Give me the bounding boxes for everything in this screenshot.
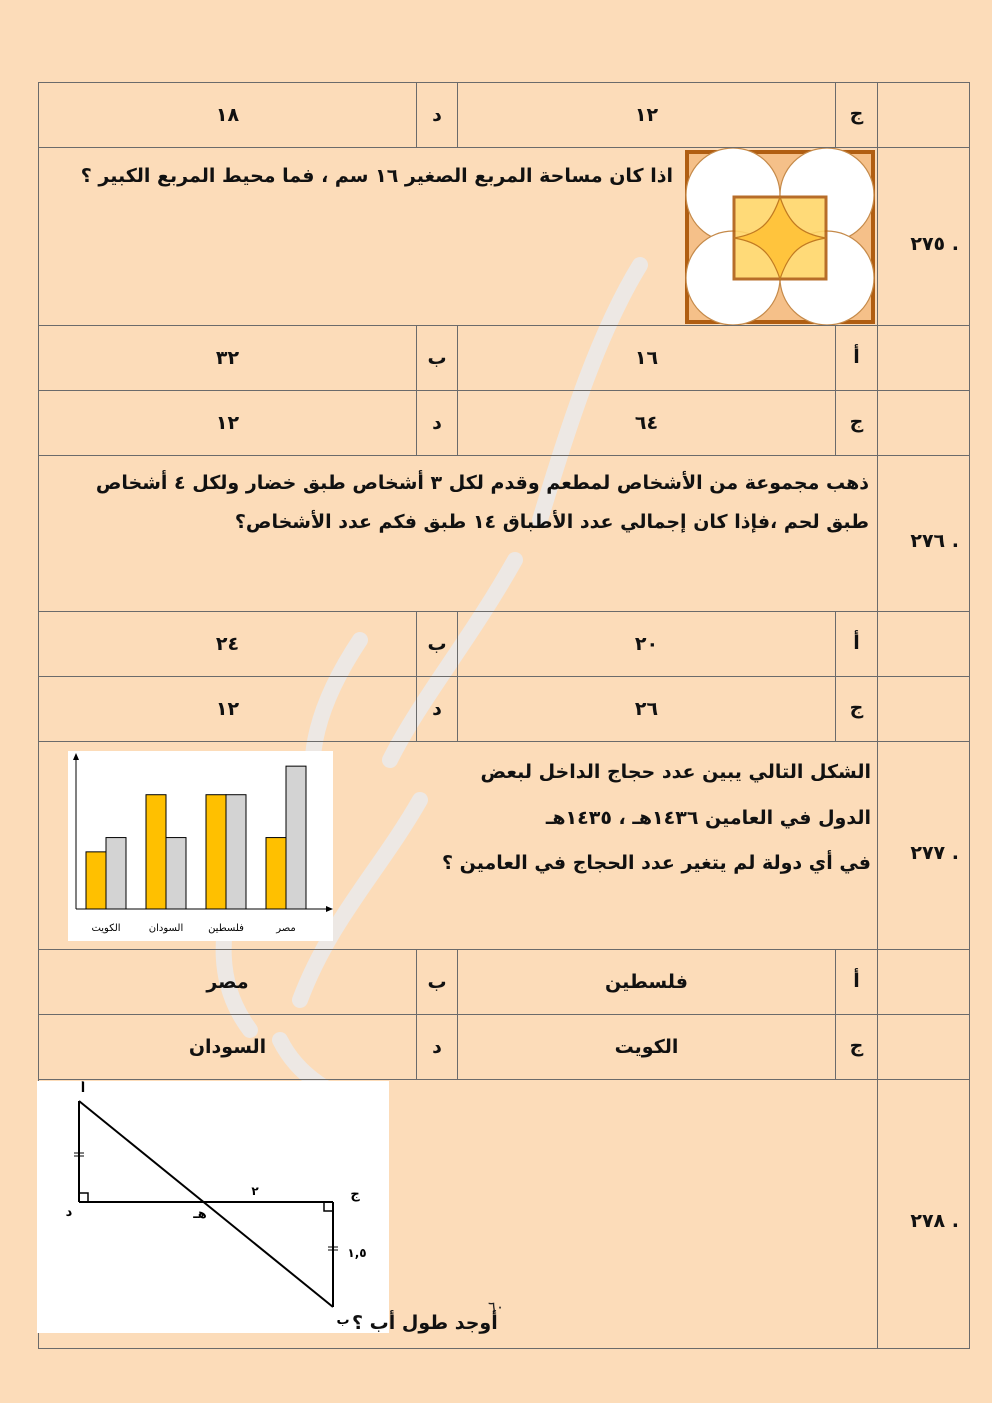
option-row [39, 677, 970, 742]
questions-table [38, 82, 970, 1349]
question-text: اذا كان مساحة المربع الصغير ١٦ سم ، فما محيط المربع الكبير ؟ [80, 165, 673, 187]
vertex-label-d: د [65, 1205, 73, 1220]
option-value: ٢٠ [458, 612, 836, 677]
question-number: . ٢٧٨ [878, 1080, 970, 1349]
option-letter: ج [836, 677, 878, 742]
pilgrims-bar-chart [68, 751, 333, 941]
question-number: . ٢٧٥ [878, 148, 970, 326]
question-text: أوجد طول أب ؟ [352, 1312, 498, 1334]
vertex-label-b: ب [336, 1313, 350, 1328]
option-letter: أ [836, 326, 878, 391]
option-value: ١٢ [458, 83, 836, 148]
option-row [39, 950, 970, 1015]
option-row [39, 326, 970, 391]
option-letter: د [417, 1015, 458, 1080]
option-letter: ب [417, 326, 458, 391]
option-row-top [39, 83, 970, 148]
option-value: فلسطين [458, 950, 836, 1015]
option-letter: د [417, 391, 458, 456]
option-row [39, 391, 970, 456]
question-number: . ٢٧٦ [878, 456, 970, 612]
bar-gray-2 [226, 795, 246, 909]
option-value: ١٢ [39, 677, 417, 742]
option-value: ١٨ [39, 83, 417, 148]
bar-orange-1 [146, 795, 166, 909]
question-text: ذهب مجموعة من الأشخاص لمطعم وقدم لكل ٣ أشخاص طبق خضار ولكل ٤ أشخاص طبق لحم ،فإذا كان إجمالي عدد الأطباق ١٤ طبق فكم عدد الأشخاص؟ [95, 472, 869, 533]
bar-gray-0 [106, 838, 126, 909]
length-label-jh: ٢ [251, 1184, 259, 1198]
option-row [39, 612, 970, 677]
option-value: ٢٤ [39, 612, 417, 677]
question-text-line: في أي دولة لم يتغير عدد الحجاج في العامين ؟ [442, 852, 871, 875]
squares-circles-figure [681, 148, 877, 325]
x-axis-arrow-icon [326, 906, 333, 912]
option-value: ١٦ [458, 326, 836, 391]
option-value: الكويت [458, 1015, 836, 1080]
option-value: ٦٤ [458, 391, 836, 456]
option-value: ١٢ [39, 391, 417, 456]
question-text-line: الدول في العامين ١٤٣٦هـ ، ١٤٣٥هـ [545, 806, 871, 829]
vertex-label-j: ج [350, 1187, 360, 1202]
bar-orange-2 [206, 795, 226, 909]
option-letter: أ [836, 950, 878, 1015]
bar-orange-3 [266, 838, 286, 909]
bar-gray-3 [286, 766, 306, 909]
option-letter: ب [417, 950, 458, 1015]
vertex-label-a: أ [80, 1081, 86, 1096]
option-letter: أ [836, 612, 878, 677]
bar-orange-0 [86, 852, 106, 909]
option-value: مصر [39, 950, 417, 1015]
option-row [39, 1015, 970, 1080]
vertex-label-h: هـ [193, 1207, 207, 1222]
option-letter: ب [417, 612, 458, 677]
option-letter: د [417, 677, 458, 742]
question-276-row [39, 456, 970, 612]
option-letter: ج [836, 83, 878, 148]
option-value: ٢٦ [458, 677, 836, 742]
page-number: ٦٠ [487, 1298, 505, 1316]
option-letter: د [417, 83, 458, 148]
length-label-jb: ١,٥ [347, 1246, 367, 1260]
bar-gray-1 [166, 838, 186, 909]
x-tick-label: الكويت [91, 923, 121, 934]
question-277-row [39, 742, 970, 950]
triangles-figure [37, 1081, 389, 1333]
x-tick-label: مصر [276, 923, 296, 934]
x-tick-label: فلسطين [208, 923, 244, 934]
question-275-row [39, 148, 970, 326]
option-value: السودان [39, 1015, 417, 1080]
option-value: ٣٢ [39, 326, 417, 391]
y-axis-arrow-icon [73, 753, 79, 760]
question-number: . ٢٧٧ [878, 742, 970, 950]
option-letter: ج [836, 1015, 878, 1080]
question-text-line: الشكل التالي يبين عدد حجاج الداخل لبعض [480, 761, 871, 783]
option-letter: ج [836, 391, 878, 456]
x-tick-label: السودان [148, 923, 184, 934]
